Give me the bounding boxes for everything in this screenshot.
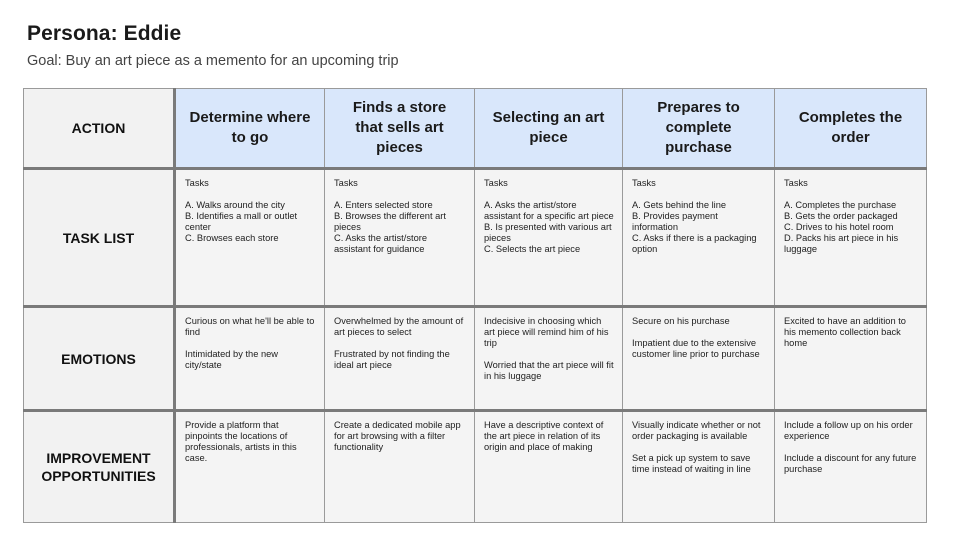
line-gap	[334, 189, 466, 200]
journey-map-table	[23, 88, 927, 523]
row-header-emotions: EMOTIONS	[24, 307, 175, 411]
cell-text-line: Tasks	[632, 178, 656, 188]
cell-text-line: Curious on what he'll be able to find	[185, 316, 315, 337]
task-list-cell	[475, 169, 623, 307]
cell-text-line: Excited to have an addition to his memento collection back home	[784, 316, 906, 348]
emotions-cell	[775, 307, 927, 411]
line-gap	[632, 442, 766, 453]
improvement-cell	[475, 411, 623, 523]
cell-text-line: Indecisive in choosing which art piece will remind him of his trip	[484, 316, 609, 348]
row-header-improvement-opportunities: IMPROVEMENT OPPORTUNITIES	[24, 411, 175, 523]
task-list-cell	[175, 169, 325, 307]
task-list-cell	[775, 169, 927, 307]
emotions-cell	[623, 307, 775, 411]
task-list-cell	[623, 169, 775, 307]
line-gap	[484, 349, 614, 360]
cell-text-line: Tasks	[484, 178, 508, 188]
stage-header: Prepares to complete purchase	[623, 89, 775, 169]
persona-goal: Goal: Buy an art piece as a memento for an upcoming trip	[27, 53, 399, 69]
cell-text-line: C. Asks if there is a packaging option	[632, 233, 757, 254]
emotions-cell	[475, 307, 623, 411]
cell-text-line: A. Walks around the city	[185, 200, 285, 210]
cell-text-line: B. Browses the different art pieces	[334, 211, 446, 232]
line-gap	[632, 189, 766, 200]
cell-text-line: Tasks	[784, 178, 808, 188]
stage-header: Finds a store that sells art pieces	[325, 89, 475, 169]
improvement-cell	[175, 411, 325, 523]
improvement-cell	[325, 411, 475, 523]
cell-text-line: Impatient due to the extensive customer line prior to purchase	[632, 338, 760, 359]
cell-text-line: C. Asks the artist/store assistant for guidance	[334, 233, 428, 254]
improvement-opportunities-row	[24, 411, 927, 523]
emotions-cell	[175, 307, 325, 411]
improvement-cell	[623, 411, 775, 523]
cell-text-line: Provide a platform that pinpoints the locations of professionals, artists in this case.	[185, 420, 297, 463]
cell-text-line: Include a discount for any future purchase	[784, 453, 917, 474]
cell-text-line: A. Asks the artist/store assistant for a specific art piece	[484, 200, 614, 221]
cell-text-line: Visually indicate whether or not order packaging is available	[632, 420, 761, 441]
line-gap	[784, 189, 918, 200]
cell-text-line: B. Provides payment information	[632, 211, 718, 232]
line-gap	[185, 338, 316, 349]
cell-text-line: Frustrated by not finding the ideal art piece	[334, 349, 450, 370]
cell-text-line: Intimidated by the new city/state	[185, 349, 279, 370]
cell-text-line: B. Gets the order packaged	[784, 211, 898, 221]
cell-text-line: C. Browses each store	[185, 233, 279, 243]
task-list-cell	[325, 169, 475, 307]
cell-text-line: A. Completes the purchase	[784, 200, 897, 210]
cell-text-line: Secure on his purchase	[632, 316, 730, 326]
line-gap	[632, 327, 766, 338]
cell-text-line: Have a descriptive context of the art piece in relation of its origin and place of making	[484, 420, 604, 452]
cell-text-line: B. Is presented with various art pieces	[484, 222, 612, 243]
action-header: ACTION	[24, 89, 175, 169]
cell-text-line: Include a follow up on his order experience	[784, 420, 913, 441]
line-gap	[784, 442, 918, 453]
line-gap	[484, 189, 614, 200]
stage-header-row	[24, 89, 927, 169]
cell-text-line: Worried that the art piece will fit in his luggage	[484, 360, 614, 381]
stage-header: Selecting an art piece	[475, 89, 623, 169]
persona-title: Persona: Eddie	[27, 22, 182, 45]
line-gap	[334, 338, 466, 349]
stage-header: Determine where to go	[175, 89, 325, 169]
cell-text-line: A. Enters selected store	[334, 200, 433, 210]
stage-header: Completes the order	[775, 89, 927, 169]
cell-text-line: C. Drives to his hotel room	[784, 222, 894, 232]
emotions-cell	[325, 307, 475, 411]
cell-text-line: Set a pick up system to save time instead of waiting in line	[632, 453, 751, 474]
cell-text-line: C. Selects the art piece	[484, 244, 581, 254]
row-header-task-list: TASK LIST	[24, 169, 175, 307]
improvement-cell	[775, 411, 927, 523]
cell-text-line: Tasks	[334, 178, 358, 188]
cell-text-line: D. Packs his art piece in his luggage	[784, 233, 899, 254]
cell-text-line: A. Gets behind the line	[632, 200, 727, 210]
line-gap	[185, 189, 316, 200]
cell-text-line: B. Identifies a mall or outlet center	[185, 211, 298, 232]
cell-text-line: Overwhelmed by the amount of art pieces to select	[334, 316, 464, 337]
cell-text-line: Create a dedicated mobile app for art browsing with a filter functionality	[334, 420, 461, 452]
emotions-row	[24, 307, 927, 411]
task-list-row	[24, 169, 927, 307]
cell-text-line: Tasks	[185, 178, 209, 188]
